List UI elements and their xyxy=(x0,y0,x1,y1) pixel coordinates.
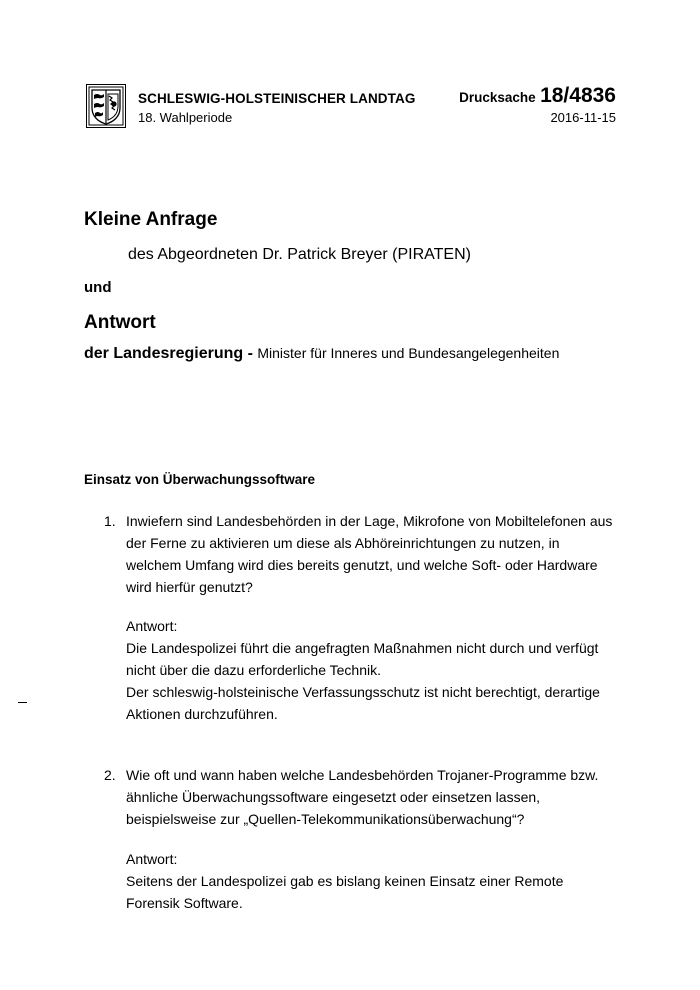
question-number: 1. xyxy=(104,513,116,529)
answer-text xyxy=(126,848,626,914)
requester-line: des Abgeordneten Dr. Patrick Breyer (PIRATEN) xyxy=(128,246,471,263)
answer-line: Aktionen durchzuführen. xyxy=(126,706,278,722)
question-line: wird hierfür genutzt? xyxy=(126,579,253,595)
question-number: 2. xyxy=(104,767,116,783)
answer-text xyxy=(126,615,626,725)
answer-line: Seitens der Landespolizei gab es bislang keinen Einsatz einer Remote xyxy=(126,873,564,889)
answer-line: nicht über die dazu erforderliche Technik. xyxy=(126,662,382,678)
subject-heading: Einsatz von Überwachungssoftware xyxy=(84,472,316,487)
question-line: beispielsweise zur „Quellen-Telekommunikationsüberwachung“? xyxy=(126,811,525,827)
question-line: welchem Umfang wird dies bereits genutzt, und welche Soft- oder Hardware xyxy=(126,557,598,573)
conjunction-und: und xyxy=(84,279,112,296)
drucksache-number: 18/4836 xyxy=(540,84,616,107)
question-line: der Ferne zu aktivieren um diese als Abhöreinrichtungen zu nutzen, in xyxy=(126,535,560,551)
coat-of-arms-icon xyxy=(86,84,126,128)
answer-label: Antwort: xyxy=(126,618,178,634)
question-line: Wie oft und wann haben welche Landesbehörden Trojaner-Programme bzw. xyxy=(126,767,599,783)
answer-line: Forensik Software. xyxy=(126,895,243,911)
question-line: Inwiefern sind Landesbehörden in der Lage, Mikrofone von Mobiltelefonen aus xyxy=(126,513,613,529)
answer-line: Der schleswig-holsteinische Verfassungsschutz ist nicht berechtigt, derartige xyxy=(126,684,600,700)
document-title: Kleine Anfrage xyxy=(84,209,218,230)
parliament-name: SCHLESWIG-HOLSTEINISCHER LANDTAG xyxy=(138,91,416,106)
election-period: 18. Wahlperiode xyxy=(138,110,233,125)
margin-mark xyxy=(18,702,27,703)
question-line: ähnliche Überwachungssoftware eingesetzt oder einsetzen lassen, xyxy=(126,789,541,805)
drucksache-label: Drucksache xyxy=(459,90,536,105)
question-text xyxy=(126,764,626,830)
question-text xyxy=(126,510,626,598)
respondent-government: der Landesregierung - xyxy=(84,345,253,362)
answer-line: Die Landespolizei führt die angefragten Maßnahmen nicht durch und verfügt xyxy=(126,640,599,656)
respondent-line xyxy=(84,345,559,363)
answer-title: Antwort xyxy=(84,312,156,333)
drucksache-reference xyxy=(459,84,616,108)
document-date: 2016-11-15 xyxy=(550,110,616,125)
answer-label: Antwort: xyxy=(126,851,178,867)
respondent-ministry: Minister für Inneres und Bundesangelegenheiten xyxy=(257,345,560,361)
